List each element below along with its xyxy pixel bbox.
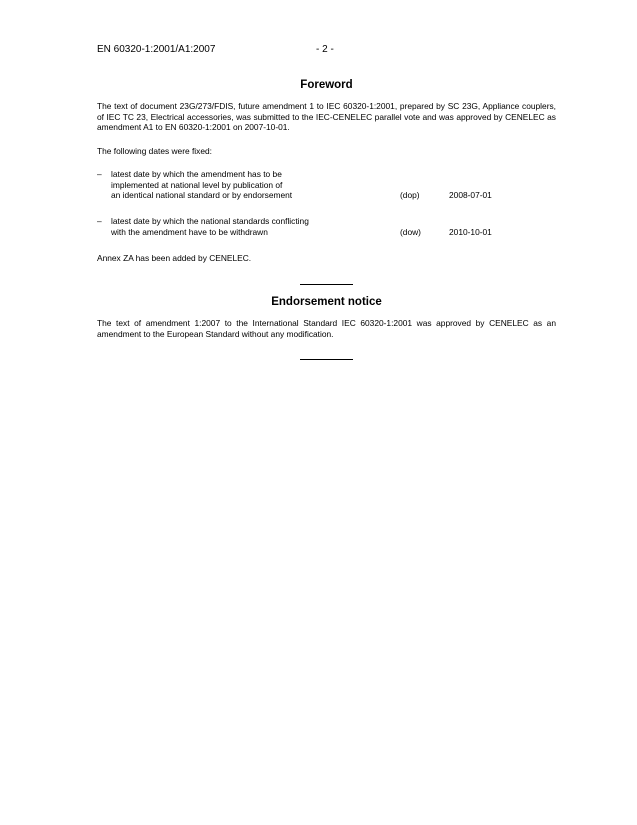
list-dash: – xyxy=(97,216,102,226)
description-line: implemented at national level by publication of xyxy=(111,179,283,190)
description-line: latest date by which the national standards conflicting xyxy=(111,216,309,226)
description-line: an identical national standard or by endorsement xyxy=(111,190,293,201)
date-value: 2010-10-01 xyxy=(449,226,492,237)
page-number: - 2 - xyxy=(316,44,334,55)
endorsement-heading: Endorsement notice xyxy=(271,296,382,308)
section-divider xyxy=(300,284,353,285)
date-abbreviation: (dow) xyxy=(400,226,421,237)
document-identifier: EN 60320-1:2001/A1:2007 xyxy=(97,44,216,55)
foreword-paragraph-3: Annex ZA has been added by CENELEC. xyxy=(97,253,252,263)
endorsement-paragraph: The text of amendment 1:2007 to the International Standard IEC 60320-1:2001 was approved by CENELEC as an amendment to the European Standard without any modification. xyxy=(97,318,556,339)
date-value: 2008-07-01 xyxy=(449,190,492,201)
date-item-description xyxy=(111,169,391,201)
section-divider xyxy=(300,359,353,360)
description-line: latest date by which the amendment has to be xyxy=(111,169,282,179)
foreword-heading: Foreword xyxy=(300,79,353,91)
date-item-description xyxy=(111,216,391,237)
list-dash: – xyxy=(97,169,102,179)
foreword-paragraph-2: The following dates were fixed: xyxy=(97,146,212,156)
description-line: with the amendment have to be withdrawn xyxy=(111,226,268,237)
foreword-paragraph-1: The text of document 23G/273/FDIS, future amendment 1 to IEC 60320-1:2001, prepared by SC 23G, Appliance couplers, of IEC TC 23, Electrical accessories, was submitted to the IEC-CENELEC parallel vote and was approved by CENELEC as amendment A1 to EN 60320-1:2001 on 2007-10-01. xyxy=(97,101,556,133)
date-abbreviation: (dop) xyxy=(400,190,420,201)
